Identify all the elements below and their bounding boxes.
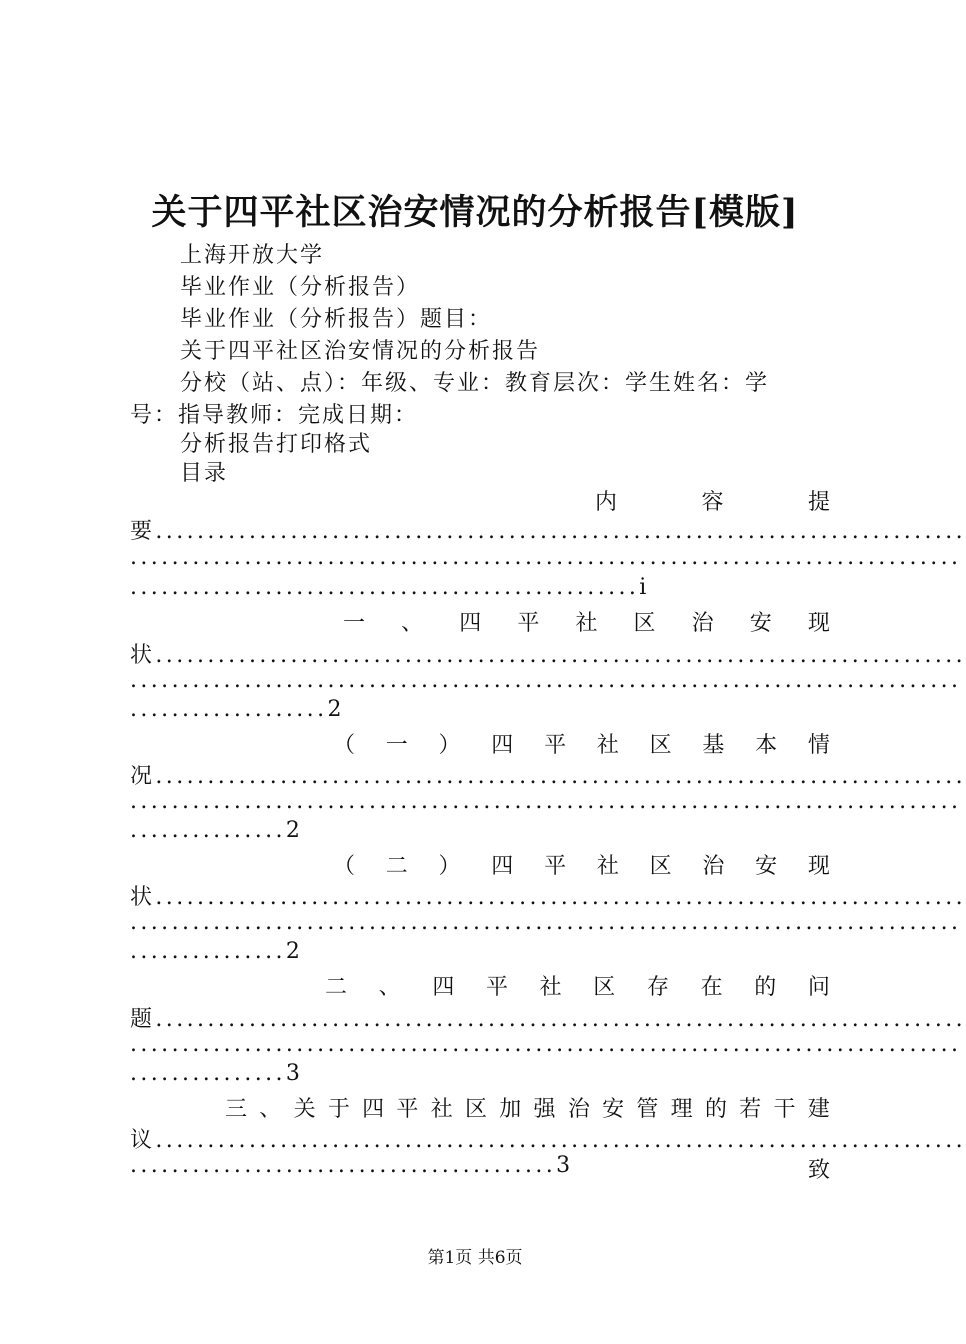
toc-entry-1-char: 内	[595, 490, 618, 515]
toc-entry-2-char: 四	[459, 611, 482, 636]
toc-entry-3-char: 四	[491, 733, 514, 758]
toc-entry-6-char: 加	[499, 1097, 522, 1122]
toc-entry-6-char: 理	[670, 1097, 693, 1122]
toc-entry-6-char: 、	[259, 1097, 282, 1122]
toc-entry-6-char: 安	[602, 1097, 625, 1122]
toc-entry-1-page-line	[130, 575, 830, 600]
toc-entry-2-char: 治	[691, 611, 714, 636]
toc-leader-dots: ................................................................................	[130, 668, 962, 693]
toc-leader-dots: ...............	[130, 1061, 286, 1086]
toc-entry-2-char: 一	[343, 611, 366, 636]
toc-entry-5-leader: 题..............................................................................	[130, 1007, 966, 1032]
toc-entry-6-leader: 议..............................................................................	[130, 1128, 966, 1153]
toc-entry-4-char: 安	[755, 854, 778, 879]
toc-entry-3-char: 社	[596, 733, 619, 758]
toc-entry-5-char: 平	[485, 975, 508, 1000]
toc-entry-4-head[interactable]	[333, 849, 830, 880]
toc-entry-5-page-line	[130, 1061, 830, 1086]
page-footer: 第1页 共6页	[427, 1248, 523, 1268]
toc-entry-3-char: （	[333, 733, 356, 758]
toc-entry-3-tail: 况	[130, 764, 156, 789]
toc-entry-4-char: 社	[596, 854, 619, 879]
toc-entry-6-char: 关	[293, 1097, 316, 1122]
toc-entry-2-char: 安	[749, 611, 772, 636]
toc-entry-6-char: 社	[430, 1097, 453, 1122]
toc-leader-dots: ...................	[130, 697, 328, 722]
toc-entry-5-char: 问	[807, 975, 830, 1000]
toc-entry-3-char: 情	[807, 733, 830, 758]
toc-entry-4-char: 二	[385, 854, 408, 879]
toc-entry-4-char: （	[333, 854, 356, 879]
toc-leader-dots: ................................................................................	[130, 789, 962, 814]
toc-entry-6-head[interactable]	[225, 1092, 830, 1123]
toc-leader-dots: ...............	[130, 818, 286, 843]
toc-entry-6-char: 平	[396, 1097, 419, 1122]
toc-entry-5-char: 二	[325, 975, 348, 1000]
toc-entry-4-char: 现	[807, 854, 830, 879]
toc-entry-5-char: 四	[432, 975, 455, 1000]
toc-entry-6-page-group	[130, 1153, 570, 1184]
toc-entry-6-char: 区	[464, 1097, 487, 1122]
toc-entry-5-char: 在	[700, 975, 723, 1000]
toc-entry-1-page: i	[639, 575, 647, 600]
school-name: 上海开放大学	[180, 243, 325, 268]
toc-entry-4-char: 区	[649, 854, 672, 879]
toc-entry-1-char: 容	[701, 490, 724, 515]
toc-leader-dots: ................................................................................	[130, 910, 962, 935]
student-fields-line-2: 号：指导教师：完成日期：	[130, 403, 419, 428]
toc-entry-3-char: 本	[755, 733, 778, 758]
toc-entry-4-page-line	[130, 939, 830, 964]
toc-entry-2-char: 、	[401, 611, 424, 636]
toc-entry-6-page: 3	[556, 1153, 571, 1178]
toc-entry-3-char: ）	[438, 733, 461, 758]
toc-leader-dots: ................................................................................	[130, 1032, 962, 1057]
toc-entry-3-char: 基	[702, 733, 725, 758]
assignment-type: 毕业作业（分析报告）	[180, 275, 421, 300]
toc-entry-4-leader: 状..............................................................................	[130, 885, 966, 910]
toc-leader-dots: ...............	[130, 939, 286, 964]
toc-entry-6-char: 若	[739, 1097, 762, 1122]
toc-entry-2-char: 社	[575, 611, 598, 636]
toc-entry-6-char: 治	[567, 1097, 590, 1122]
toc-entry-5-page: 3	[285, 1061, 300, 1086]
topic-label: 毕业作业（分析报告）题目：	[180, 307, 493, 332]
toc-entry-6-char: 三	[225, 1097, 248, 1122]
toc-entry-5-char: 社	[539, 975, 562, 1000]
toc-entry-2-char: 现	[807, 611, 830, 636]
toc-entry-1-tail: 要	[130, 519, 156, 544]
student-fields-text: 分校（站、点）：年级、专业：教育层次：学生姓名：学	[180, 371, 770, 396]
toc-entry-6-char: 四	[362, 1097, 385, 1122]
toc-entry-4-char: 治	[702, 854, 725, 879]
print-format-label: 分析报告打印格式	[180, 432, 373, 457]
toc-entry-2-page-line	[130, 697, 830, 722]
toc-entry-4-char: ）	[438, 854, 461, 879]
toc-entry-6-char: 管	[636, 1097, 659, 1122]
toc-entry-6-char: 强	[533, 1097, 556, 1122]
toc-entry-6-page-line	[130, 1153, 830, 1184]
toc-entry-2-leader: 状..............................................................................	[130, 643, 966, 668]
toc-entry-7-start[interactable]: 致	[807, 1158, 830, 1183]
toc-leader-dots: .................................................	[130, 575, 640, 600]
toc-heading: 目录	[180, 461, 229, 486]
toc-entry-6-tail: 议	[130, 1128, 156, 1153]
toc-entry-5-char: 区	[593, 975, 616, 1000]
toc-entry-6-char: 建	[807, 1097, 830, 1122]
toc-entry-3-leader: 况..............................................................................	[130, 764, 966, 789]
toc-entry-4-tail: 状	[130, 885, 156, 910]
toc-leader-dots: .........................................	[130, 1153, 557, 1178]
toc-leader-dots: ................................................................................	[130, 545, 962, 570]
toc-entry-2-char: 区	[633, 611, 656, 636]
toc-entry-4-char: 四	[491, 854, 514, 879]
toc-entry-5-head[interactable]	[325, 970, 830, 1001]
toc-entry-4-page: 2	[285, 939, 300, 964]
toc-entry-3-char: 平	[544, 733, 567, 758]
toc-entry-2-page: 2	[327, 697, 342, 722]
toc-entry-5-char: 存	[646, 975, 669, 1000]
toc-entry-3-char: 区	[649, 733, 672, 758]
toc-entry-3-page: 2	[285, 818, 300, 843]
toc-entry-5-char: 、	[378, 975, 401, 1000]
document-title: 关于四平社区治安情况的分析报告[模版]	[151, 192, 799, 233]
toc-entry-1-head[interactable]	[595, 485, 830, 516]
toc-entry-4-char: 平	[544, 854, 567, 879]
toc-entry-6-char: 于	[327, 1097, 350, 1122]
toc-entry-3-head[interactable]	[333, 728, 830, 759]
toc-entry-3-char: 一	[385, 733, 408, 758]
toc-entry-3-page-line	[130, 818, 830, 843]
toc-entry-1-char: 提	[807, 490, 830, 515]
toc-entry-2-head[interactable]	[343, 606, 830, 637]
student-fields-line-1	[180, 366, 830, 397]
toc-entry-6-char: 干	[773, 1097, 796, 1122]
topic-text: 关于四平社区治安情况的分析报告	[180, 339, 541, 364]
toc-entry-5-tail: 题	[130, 1007, 156, 1032]
toc-entry-1-leader: 要..............................................................................	[130, 519, 966, 544]
toc-entry-6-char: 的	[704, 1097, 727, 1122]
toc-entry-2-char: 平	[517, 611, 540, 636]
toc-entry-5-char: 的	[754, 975, 777, 1000]
toc-entry-2-tail: 状	[130, 643, 156, 668]
